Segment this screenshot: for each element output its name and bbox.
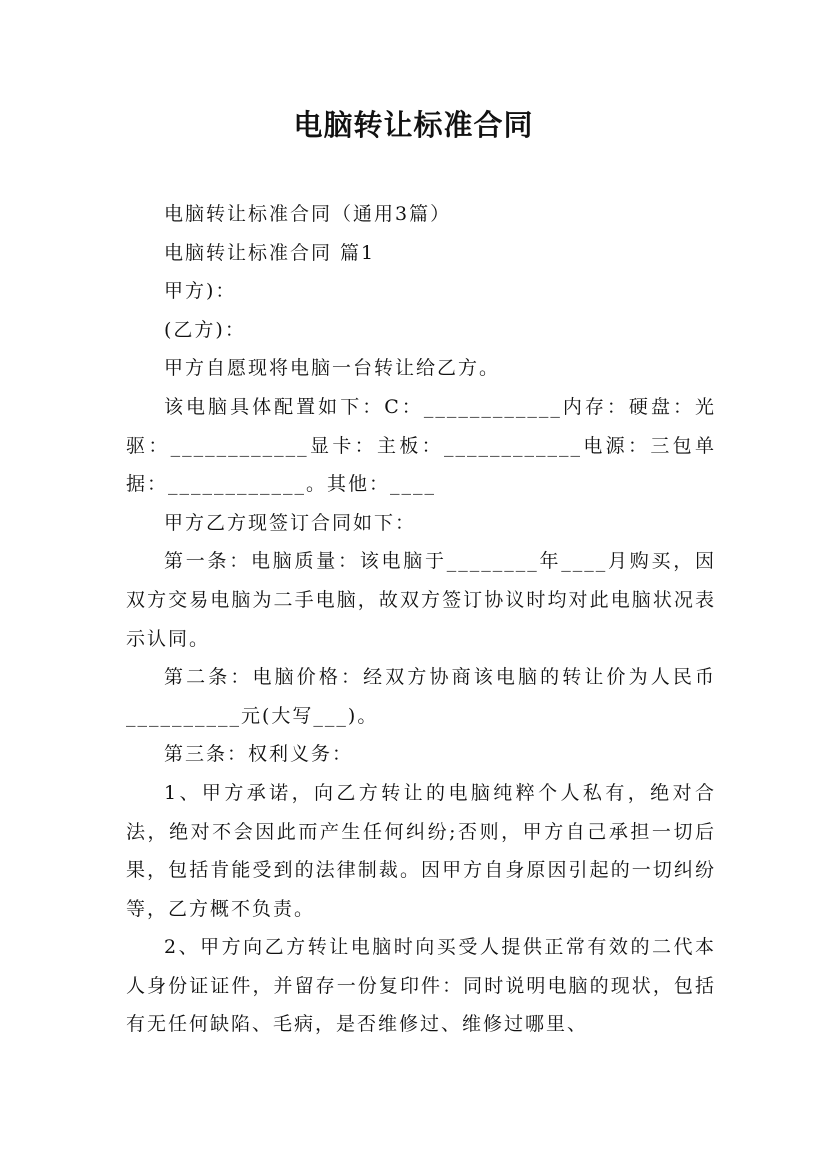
party-a-line: 甲方)： <box>164 280 237 303</box>
configuration-paragraph: 该电脑具体配置如下：C：____________内存：硬盘：光驱：____________显卡：主板：____________电源：三包单据：____________。其他：____ <box>126 395 716 496</box>
document-title: 电脑转让标准合同 <box>293 108 534 142</box>
paragraph: 甲方乙方现签订合同如下： <box>164 511 417 534</box>
section-heading: 电脑转让标准合同 篇1 <box>164 241 376 264</box>
clause-2-paragraph: 2、甲方向乙方转让电脑时向买受人提供正常有效的二代本人身份证证件，并留存一份复印件：同时说明电脑的现状，包括有无任何缺陷、毛病，是否维修过、维修过哪里、 <box>126 936 716 1036</box>
article-3-heading: 第三条：权利义务： <box>164 743 354 766</box>
subtitle-paragraph: 电脑转让标准合同（通用3篇） <box>164 203 452 225</box>
party-b-line: (乙方)： <box>164 318 246 341</box>
article-2-paragraph: 第二条：电脑价格：经双方协商该电脑的转让价为人民币__________元(大写___)。 <box>126 666 716 727</box>
article-1-paragraph: 第一条：电脑质量：该电脑于________年____月购买，因双方交易电脑为二手电脑，故双方签订协议时均对此电脑状况表示认同。 <box>126 550 716 650</box>
paragraph: 甲方自愿现将电脑一台转让给乙方。 <box>164 357 501 380</box>
document-body <box>126 195 716 1044</box>
clause-1-paragraph: 1、甲方承诺，向乙方转让的电脑纯粹个人私有，绝对合法，绝对不会因此而产生任何纠纷;否则，甲方自己承担一切后果，包括肯能受到的法律制裁。因甲方自身原因引起的一切纠纷等，乙方概不负责。 <box>126 781 716 920</box>
